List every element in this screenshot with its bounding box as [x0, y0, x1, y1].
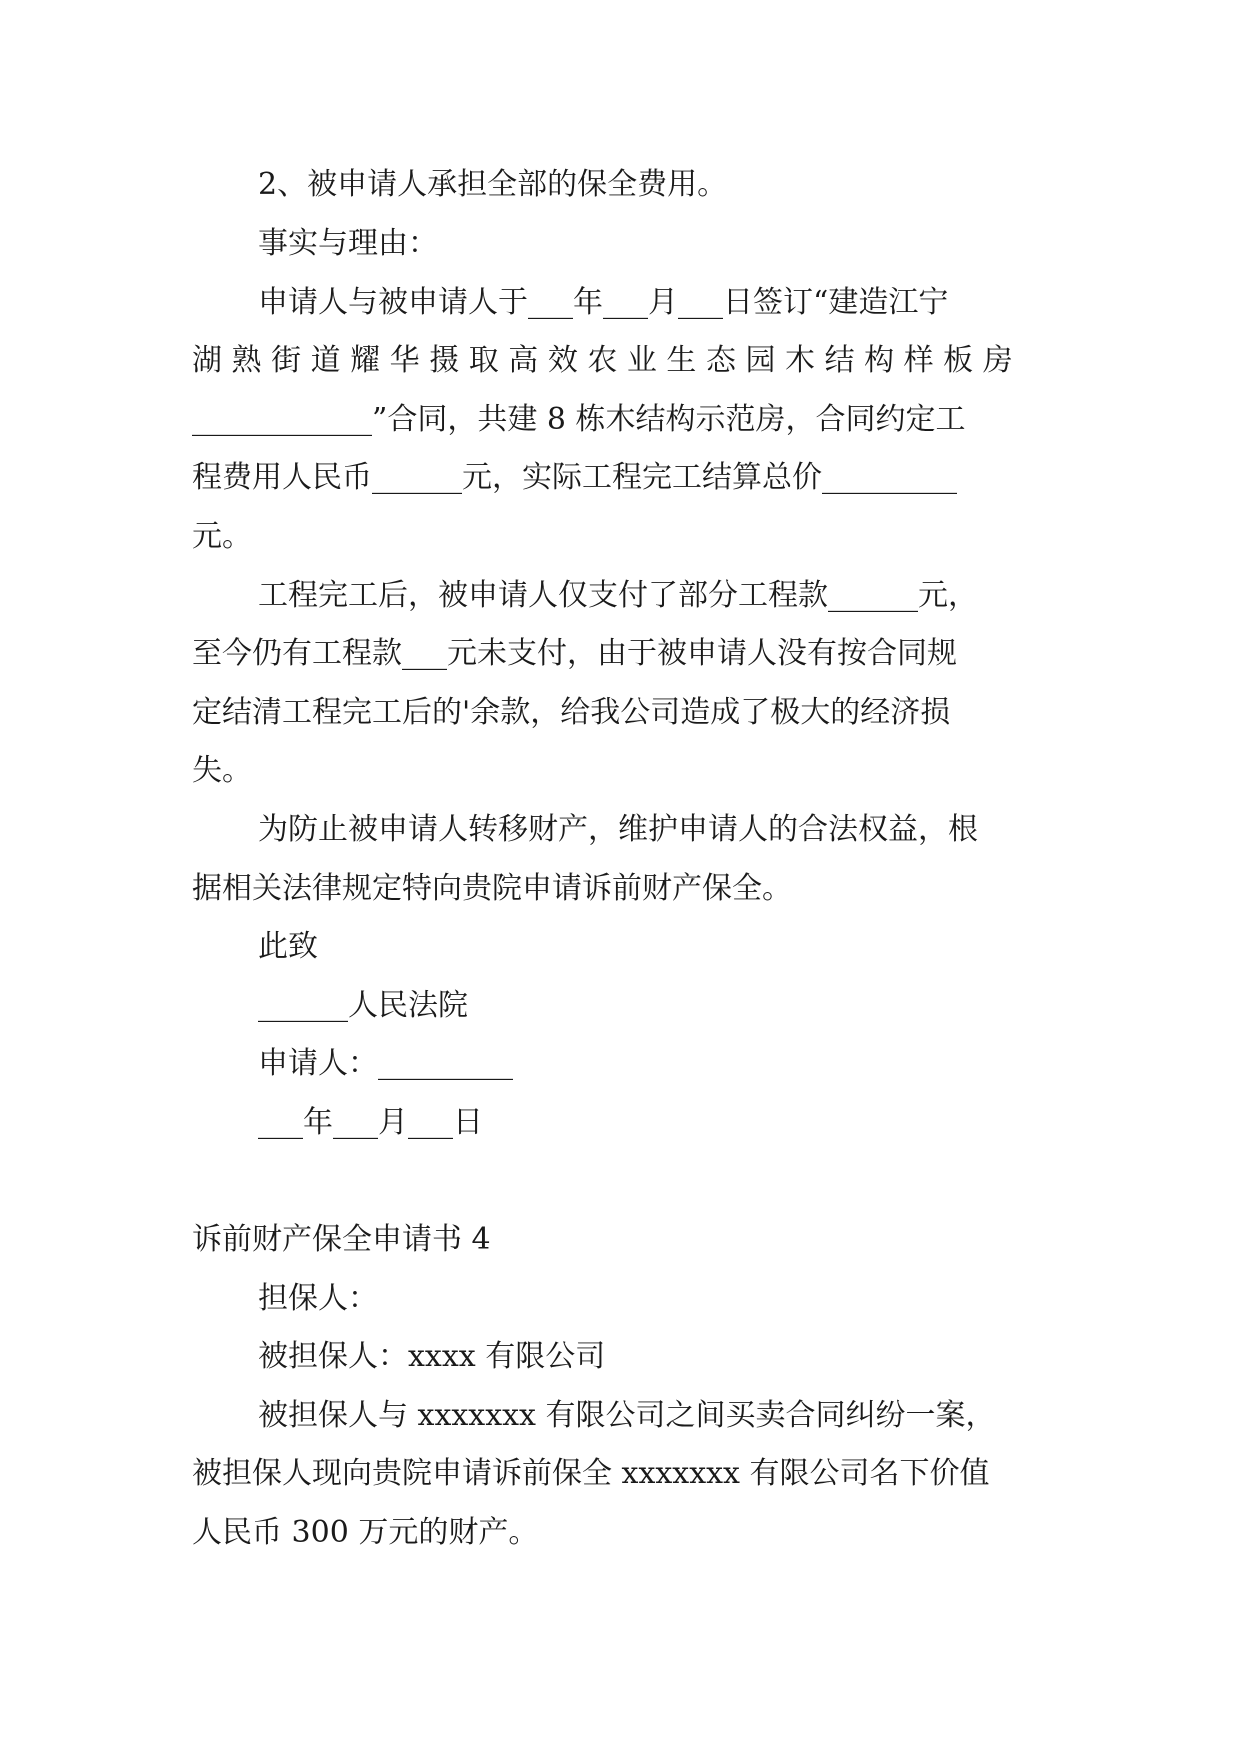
- paragraph-1-line-1: 申请人与被申请人于___年___月___日签订“建造江宁: [258, 285, 949, 320]
- paragraph-2-line-3: 定结清工程完工后的'余款，给我公司造成了极大的经济损: [192, 695, 951, 730]
- paragraph-1-line-4: 程费用人民币______元，实际工程完工结算总价_________: [192, 460, 957, 495]
- paragraph-3-line-1: 为防止被申请人转移财产，维护申请人的合法权益，根: [258, 812, 978, 847]
- paragraph-2-line-1: 工程完工后，被申请人仅支付了部分工程款______元，: [258, 578, 978, 613]
- date-line: ___年___月___日: [258, 1105, 483, 1140]
- paragraph-2-line-2: 至今仍有工程款___元未支付，由于被申请人没有按合同规: [192, 636, 957, 671]
- court-name: ______人民法院: [258, 988, 468, 1023]
- guaranteed-party-line: 被担保人：xxxx 有限公司: [258, 1339, 606, 1374]
- paragraph-3-line-2: 据相关法律规定特向贵院申请诉前财产保全。: [192, 871, 792, 906]
- paragraph-1-line-5: 元。: [192, 519, 252, 554]
- salutation: 此致: [258, 929, 318, 964]
- paragraph-4-line-1: 被担保人与 xxxxxxx 有限公司之间买卖合同纠纷一案，: [258, 1398, 996, 1433]
- paragraph-1-line-3: ____________”合同，共建 8 栋木结构示范房，合同约定工: [192, 402, 966, 437]
- facts-heading: 事实与理由：: [258, 226, 438, 261]
- paragraph-4-line-2: 被担保人现向贵院申请诉前保全 xxxxxxx 有限公司名下价值: [192, 1456, 990, 1491]
- applicant-signature: 申请人：_________: [258, 1046, 513, 1081]
- paragraph-4-line-3: 人民币 300 万元的财产。: [192, 1515, 539, 1550]
- paragraph-2-line-4: 失。: [192, 753, 252, 788]
- guarantor-line: 担保人：: [258, 1281, 378, 1316]
- paragraph-1-line-2: 湖 熟 街 道 耀 华 摄 取 高 效 农 业 生 态 园 木 结 构 样 板 房: [192, 343, 1013, 378]
- clause-2: 2、被申请人承担全部的保全费用。: [258, 167, 728, 202]
- section-title: 诉前财产保全申请书 4: [192, 1222, 491, 1257]
